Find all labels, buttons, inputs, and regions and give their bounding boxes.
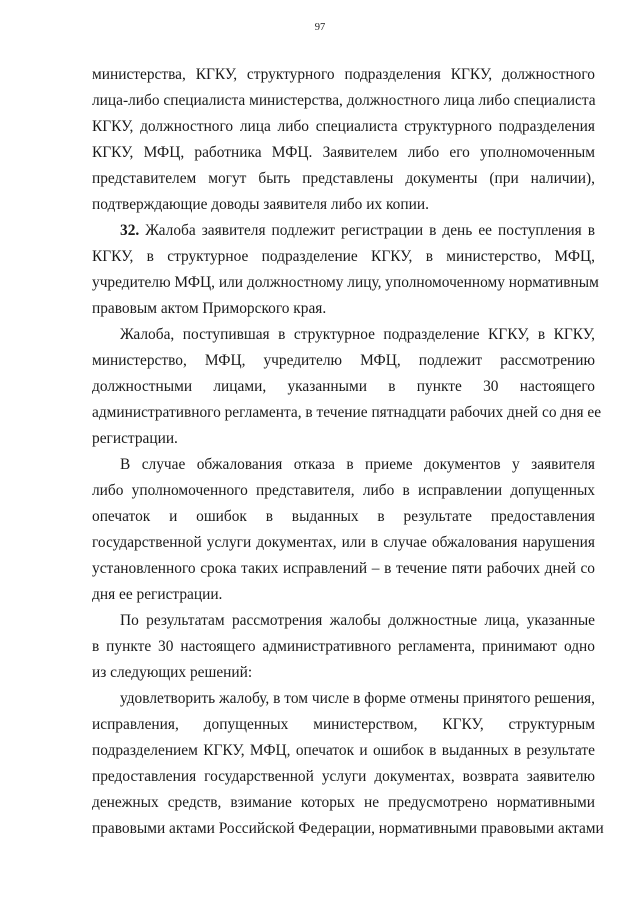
text-line: подтверждающие доводы заявителя либо их копии. (92, 196, 429, 213)
item-number: 32. (120, 222, 140, 239)
text-line: министерство, МФЦ, учредителю МФЦ, подлежит рассмотрению (92, 352, 595, 369)
text-line: регистрации. (92, 430, 178, 447)
text-line: Жалоба, поступившая в структурное подразделение КГКУ, в КГКУ, (120, 326, 595, 343)
text-line: государственной услуги документах, или в случае обжалования нарушения (92, 534, 595, 551)
text-line: подразделением КГКУ, МФЦ, опечаток и ошибок в выданных в результате (92, 742, 595, 759)
text-line: министерства, КГКУ, структурного подразделения КГКУ, должностного (92, 66, 595, 83)
paragraph-item-32 (92, 218, 599, 322)
text-line (92, 218, 595, 244)
text-line: должностными лицами, указанными в пункте 30 настоящего (92, 378, 595, 395)
text-line: в пункте 30 настоящего административного регламента, принимают одно (92, 638, 595, 655)
text-line: из следующих решений: (92, 664, 253, 681)
paragraph (92, 452, 595, 608)
text-line: КГКУ, МФЦ, работника МФЦ. Заявителем либо его уполномоченным (92, 144, 595, 161)
document-body (92, 62, 604, 842)
page-number: 97 (314, 22, 326, 33)
text-line: учредителю МФЦ, или должностному лицу, уполномоченному нормативным (92, 274, 599, 291)
text-line: дня ее регистрации. (92, 586, 223, 603)
text-line-rest: Жалоба заявителя подлежит регистрации в день ее поступления в (139, 222, 595, 239)
text-line: По результатам рассмотрения жалобы должностные лица, указанные (120, 612, 595, 629)
text-line: предоставления государственной услуги документах, возврата заявителю (92, 768, 595, 785)
text-line: опечаток и ошибок в выданных в результате предоставления (92, 508, 595, 525)
paragraph-continuation (92, 62, 595, 218)
text-line: либо уполномоченного представителя, либо в исправлении допущенных (92, 482, 595, 499)
text-line: денежных средств, взимание которых не предусмотрено нормативными (92, 794, 595, 811)
paragraph (92, 686, 604, 842)
text-line: правовыми актами Российской Федерации, нормативными правовыми актами (92, 820, 604, 837)
text-line: В случае обжалования отказа в приеме документов у заявителя (120, 456, 595, 473)
paragraph (92, 322, 602, 452)
text-line: представителем могут быть представлены документы (при наличии), (92, 170, 595, 187)
text-line: удовлетворить жалобу, в том числе в форме отмены принятого решения, (120, 690, 595, 707)
text-line: КГКУ, в структурное подразделение КГКУ, в министерство, МФЦ, (92, 248, 595, 265)
text-line: установленного срока таких исправлений – в течение пяти рабочих дней со (92, 560, 595, 577)
text-line: правовым актом Приморского края. (92, 300, 327, 317)
text-line: лица-либо специалиста министерства, должностного лица либо специалиста (92, 92, 596, 109)
text-line: административного регламента, в течение пятнадцати рабочих дней со дня ее (92, 404, 602, 421)
paragraph (92, 608, 595, 686)
text-line: КГКУ, должностного лица либо специалиста структурного подразделения (92, 118, 595, 135)
text-line: исправления, допущенных министерством, КГКУ, структурным (92, 716, 595, 733)
